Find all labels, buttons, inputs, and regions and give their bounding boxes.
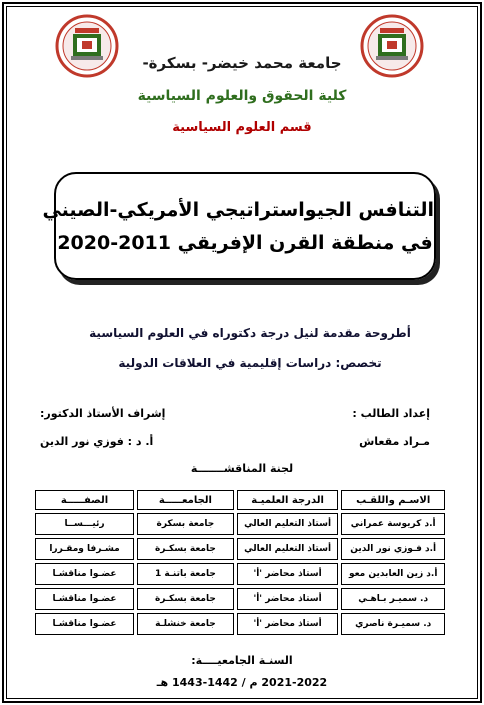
table-cell: عضـوا مناقشـا <box>35 613 134 635</box>
column-header: الصفـــــة <box>35 490 134 510</box>
column-header: الدرجة العلميـة <box>237 490 339 510</box>
university-name: جامعة محمد خيضر- بسكرة- <box>142 54 342 72</box>
table-cell: أستاذ محاضر 'أ' <box>237 563 339 585</box>
jury-table <box>32 487 448 638</box>
academic-year-value: 2021-2022 م / 1442-1443 هـ <box>156 676 328 689</box>
student-name: مـراد مقعاش <box>359 435 430 448</box>
thesis-title-line-1: التنافس الجيواستراتيجي الأمريكي-الصيني <box>42 199 434 221</box>
table-cell: عضـوا مناقشـا <box>35 563 134 585</box>
thesis-description: أطروحة مقدمة لنيل درجة دكتوراه في العلوم السياسية <box>89 326 411 340</box>
supervisor-name: أ. د : فوزي نور الدين <box>40 435 154 448</box>
table-row <box>35 588 445 610</box>
table-cell: جامعة بسكرة <box>137 513 234 535</box>
table-row <box>35 613 445 635</box>
table-row <box>35 538 445 560</box>
table-cell: عضـوا مناقشـا <box>35 588 134 610</box>
table-cell: د. سميـر بـاهـي <box>341 588 445 610</box>
table-cell: أ.د فـوزي نور الدين <box>341 538 445 560</box>
table-cell: أستاذ التعليم العالي <box>237 538 339 560</box>
table-cell: رئيـــســا <box>35 513 134 535</box>
table-cell: مشـرفا ومقـررا <box>35 538 134 560</box>
table-cell: أستاذ محاضر 'أ' <box>237 613 339 635</box>
table-cell: أستاذ التعليم العالي <box>237 513 339 535</box>
table-header-row <box>35 490 445 510</box>
table-cell: أستاذ محاضر 'أ' <box>237 588 339 610</box>
thesis-title-box <box>42 172 436 280</box>
table-cell: جامعة بسكـرة <box>137 538 234 560</box>
faculty-name: كلية الحقوق والعلوم السياسية <box>137 88 347 104</box>
column-header: الاسـم واللقـب <box>341 490 445 510</box>
university-logo-icon <box>360 14 424 78</box>
table-row <box>35 513 445 535</box>
table-cell: د. سميـرة ناصري <box>341 613 445 635</box>
thesis-title-line-2: في منطقة القرن الإفريقي 2011-2020 <box>57 232 433 254</box>
column-header: الجامعـــــة <box>137 490 234 510</box>
table-cell: جامعة بسكـرة <box>137 588 234 610</box>
supervisor-label: إشراف الأستاذ الدكتور: <box>40 407 166 420</box>
table-cell: جامعة باتنـة 1 <box>137 563 234 585</box>
thesis-specialty: تخصص: دراسات إقليمية في العلاقات الدولية <box>118 356 382 370</box>
table-row <box>35 563 445 585</box>
academic-year-label: السنـة الجامعيــــة: <box>191 654 293 667</box>
table-cell: أ.د زين العابدين معو <box>341 563 445 585</box>
table-cell: جامعة خنشلـة <box>137 613 234 635</box>
student-label: إعداد الطالب : <box>352 407 430 420</box>
jury-title: لجنة المناقشـــــــة <box>190 462 294 475</box>
university-logo-icon <box>55 14 119 78</box>
department-name: قسم العلوم السياسية <box>172 120 312 135</box>
table-cell: أ.د كريوسة عمراني <box>341 513 445 535</box>
